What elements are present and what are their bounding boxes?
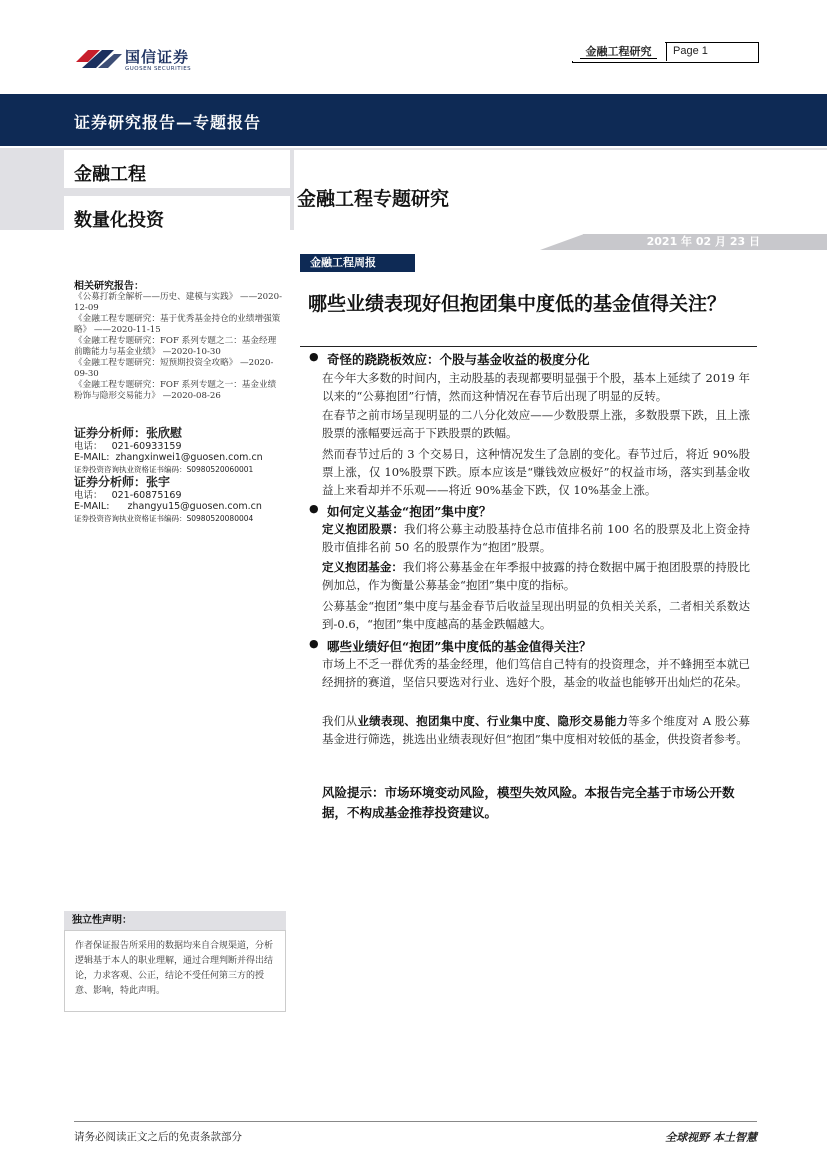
analyst-label: 证券分析师： — [74, 475, 147, 489]
analyst-block-1 — [74, 428, 284, 475]
phone-label: 电话： — [74, 440, 103, 452]
report-title: 哪些业绩表现好但抱团集中度低的基金值得关注？ — [308, 293, 727, 315]
related-report-item: 《金融工程专题研究：基于优秀基金持仓的业绩增强策略》 ——2020-11-15 — [74, 314, 281, 335]
logo-text: 国信证券 — [125, 48, 190, 66]
paragraph: 市场上不乏一群优秀的基金经理，他们笃信自己特有的投资理念，并不蜂拥至本就已经拥挤的赛道，坚信只要选对行业、选好个股，基金的收益也能够开出灿烂的花朵。 — [322, 657, 750, 689]
weekly-tag: 金融工程周报 — [300, 254, 415, 272]
related-reports — [74, 281, 284, 402]
category-secondary: 数量化投资 — [74, 210, 164, 231]
email-label: E-MAIL: — [74, 501, 110, 512]
related-report-item: 《金融工程专题研究：短预期投资全攻略》 —2020-09-30 — [74, 358, 274, 379]
definition-term: 定义抱团基金： — [322, 560, 403, 574]
section-heading-2: ● 如何定义基金“抱团”集中度？ — [311, 502, 491, 520]
main-title: 金融工程专题研究 — [297, 188, 450, 210]
paragraph: 在今年大多数的时间内，主动股基的表现都要明显强于个股，基本上延续了 2019 年以来的“公募抱团”行情，然而这种情况在春节后出现了明显的反转。 — [322, 371, 750, 403]
related-report-item: 《金融工程专题研究：FOF 系列专题之二：基金经理前瞻能力与基金业绩》 —2020-10-30 — [74, 336, 277, 357]
analyst-phone: 021-60875169 — [111, 489, 182, 501]
related-report-item: 《金融工程专题研究：FOF 系列专题之一：基金业绩粉饰与隐形交易能力》 —2020-08-26 — [74, 380, 277, 401]
analyst-cert: 证券投资咨询执业资格证书编码：S0980520060001 — [74, 464, 254, 474]
page-number: Page 1 — [666, 42, 756, 61]
definition-text: 我们将公募基金在年季报中披露的持仓数据中属于抱团股票的持股比例加总，作为衡量公募基金“抱团”集中度的指标。 — [322, 560, 751, 592]
category-primary: 金融工程 — [74, 164, 146, 185]
footer-slogan: 全球视野 本土智慧 — [665, 1131, 757, 1144]
definition-paragraph — [322, 520, 750, 556]
section-heading-1: ● 奇怪的跷跷板效应：个股与基金收益的极度分化 — [311, 350, 590, 368]
declaration-title: 独立性声明： — [64, 911, 286, 930]
series-title: 证券研究报告—专题报告 — [74, 113, 262, 132]
logo-subtext: GUOSEN SECURITIES — [125, 66, 192, 72]
declaration-body: 作者保证报告所采用的数据均来自合规渠道，分析逻辑基于本人的职业理解，通过合理判断并得出结论，力求客观、公正，结论不受任何第三方的授意、影响，特此声明。 — [64, 930, 286, 1012]
definition-term: 定义抱团股票： — [322, 522, 405, 536]
analyst-label: 证券分析师： — [74, 426, 147, 440]
definition-paragraph — [322, 558, 750, 594]
phone-label: 电话： — [74, 489, 103, 501]
definition-text: 我们将公募主动股基持仓总市值排名前 100 名的股票及北上资金持股市值排名前 50 名的股票作为“抱团”股票。 — [322, 522, 750, 554]
analyst-block-2 — [74, 477, 284, 524]
risk-warning: 风险提示：市场环境变动风险，模型失效风险。本报告完全基于市场公开数据，不构成基金推荐投资建议。 — [322, 785, 735, 820]
header-category-tag: 金融工程研究 — [572, 42, 665, 61]
paragraph: 我们从业绩表现、抱团集中度、行业集中度、隐形交易能力等多个维度对 A 股公募基金进行筛选，挑选出业绩表现好但“抱团”集中度相对较低的基金，供投资者参考。 — [322, 714, 750, 746]
title-divider — [300, 346, 757, 347]
related-report-item: 《公募打新全解析——历史、建模与实践》 ——2020-12-09 — [74, 292, 282, 313]
section-heading-3: ● 哪些业绩好但“抱团”集中度低的基金值得关注？ — [311, 637, 591, 655]
related-reports-title: 相关研究报告： — [74, 281, 144, 292]
disclaimer-note: 请务必阅读正文之后的免责条款部分 — [74, 1131, 242, 1143]
analyst-cert: 证券投资咨询执业资格证书编码：S0980520080004 — [74, 513, 254, 523]
analyst-name: 张宇 — [146, 475, 171, 489]
date-bar-wedge — [540, 234, 584, 250]
analyst-phone: 021-60933159 — [111, 440, 182, 452]
paragraph: 公募基金“抱团”集中度与基金春节后收益呈现出明显的负相关关系，二者相关系数达到-0.6，“抱团”集中度越高的基金跌幅越大。 — [322, 599, 750, 631]
analyst-email[interactable]: zhangyu15@guosen.com.cn — [127, 501, 262, 512]
analyst-email[interactable]: zhangxinwei1@guosen.com.cn — [115, 452, 263, 463]
dimension-list: 业绩表现、抱团集中度、行业集中度、隐形交易能力 — [357, 714, 629, 728]
paragraph: 然而春节过后的 3 个交易日，这种情况发生了急剧的变化。春节过后，将近 90%股票上涨，仅 10%股票下跌。原本应该是“赚钱效应极好”的权益市场，落实到基金收益上来看却并不乐观——将近 90%基金下跌，仅 10%基金上涨。 — [322, 447, 750, 497]
paragraph: 在春节之前市场呈现明显的二八分化效应——少数股票上涨，多数股票下跌，且上涨股票的涨幅要远高于下跌股票的跌幅。 — [322, 408, 750, 440]
email-label: E-MAIL: — [74, 452, 110, 463]
footer-divider — [74, 1121, 757, 1122]
analyst-name: 张欣慰 — [146, 426, 183, 440]
report-date: 2021 年 02 月 23 日 — [646, 235, 760, 248]
